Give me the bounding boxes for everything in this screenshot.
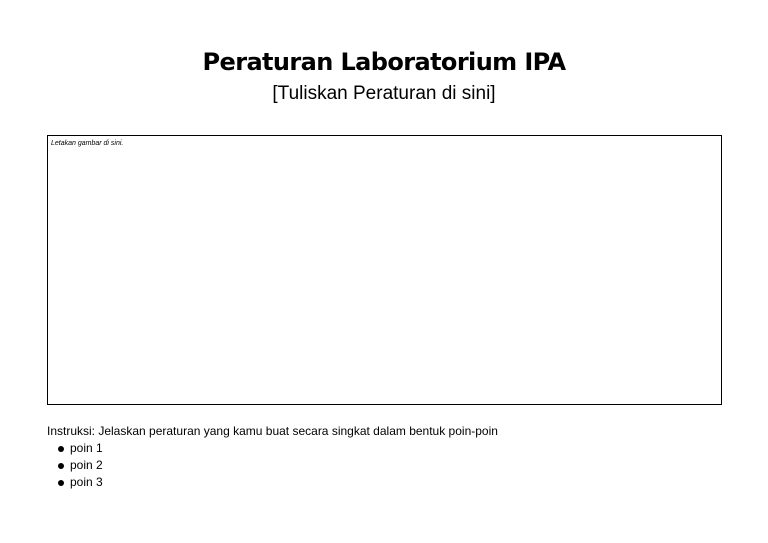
bullet-list	[58, 440, 103, 491]
list-item[interactable]	[58, 474, 103, 491]
image-placeholder-text: Letakan gambar di sini.	[51, 140, 124, 147]
list-item[interactable]	[58, 440, 103, 457]
page-title: Peraturan Laboratorium IPA	[202, 48, 566, 76]
list-item-label: poin 2	[70, 458, 103, 472]
list-item-label: poin 3	[70, 475, 103, 489]
bullet-icon	[58, 463, 64, 469]
bullet-icon	[58, 446, 64, 452]
rules-placeholder-text[interactable]: [Tuliskan Peraturan di sini]	[272, 83, 496, 104]
instruction-text: Instruksi: Jelaskan peraturan yang kamu buat secara singkat dalam bentuk poin-poin	[47, 424, 498, 438]
list-item-label: poin 1	[70, 441, 103, 455]
image-placeholder-box[interactable]	[47, 135, 722, 405]
list-item[interactable]	[58, 457, 103, 474]
bullet-icon	[58, 480, 64, 486]
